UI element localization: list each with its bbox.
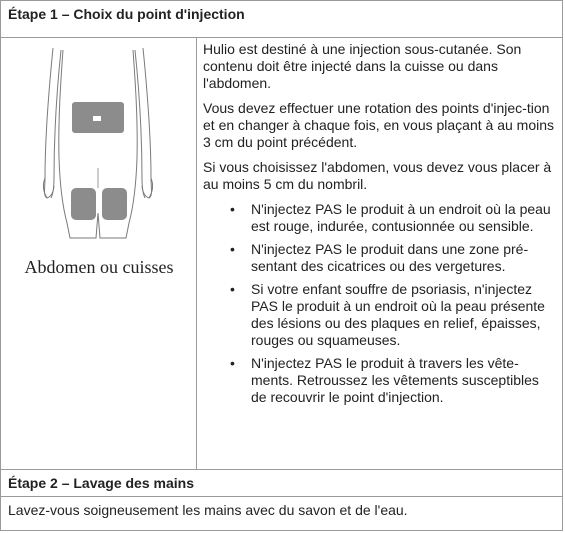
bullet-icon: • (230, 281, 235, 297)
list-item: • N'injectez PAS le produit dans une zone pré-sentant des cicatrices ou des vergetures. (230, 241, 529, 274)
bullet-icon: • (230, 355, 235, 371)
instructions-cell (198, 38, 562, 469)
step2-header (1, 470, 562, 497)
injection-site-figure (1, 38, 197, 253)
list-item: • Si votre enfant souffre de psoriasis, n'injectez PAS le produit à un endroit où la peau présente des lésions ou des plaques en relief, épaisses, rouges ou squameuses. (230, 281, 545, 348)
step2-text: Lavez-vous soigneusement les mains avec du savon et de l'eau. (8, 502, 408, 518)
figure-cell (1, 38, 197, 469)
bullet-icon: • (230, 241, 235, 257)
bullet-icon: • (230, 201, 235, 217)
step2-body (1, 497, 562, 532)
figure-caption: Abdomen ou cuisses (24, 257, 174, 277)
paragraph: Hulio est destiné à une injection sous-cutanée. Son contenu doit être injecté dans la cuisse ou dans l'abdomen. (203, 41, 522, 91)
paragraph: Si vous choisissez l'abdomen, vous devez vous placer à au moins 5 cm du nombril. (203, 159, 552, 192)
left-thigh-zone (71, 188, 96, 220)
step1-title: Étape 1 – Choix du point d'injection (8, 6, 245, 22)
paragraph: Vous devez effectuer une rotation des points d'injec-tion et en changer à chaque fois, en vous plaçant à au moins 3 cm du point précédent. (203, 100, 555, 150)
right-thigh-zone (102, 188, 127, 220)
warnings-list (203, 201, 556, 406)
step1-body (1, 38, 562, 470)
list-item: • N'injectez PAS le produit à un endroit où la peau est rouge, indurée, contusionnée ou sensible. (230, 201, 551, 234)
step1-header (1, 1, 562, 38)
navel-marker (93, 116, 101, 121)
list-item: • N'injectez PAS le produit à travers les vête-ments. Retroussez les vêtements susceptibles de recouvrir le point d'injection. (230, 355, 539, 405)
step2-title: Étape 2 – Lavage des mains (8, 475, 194, 491)
